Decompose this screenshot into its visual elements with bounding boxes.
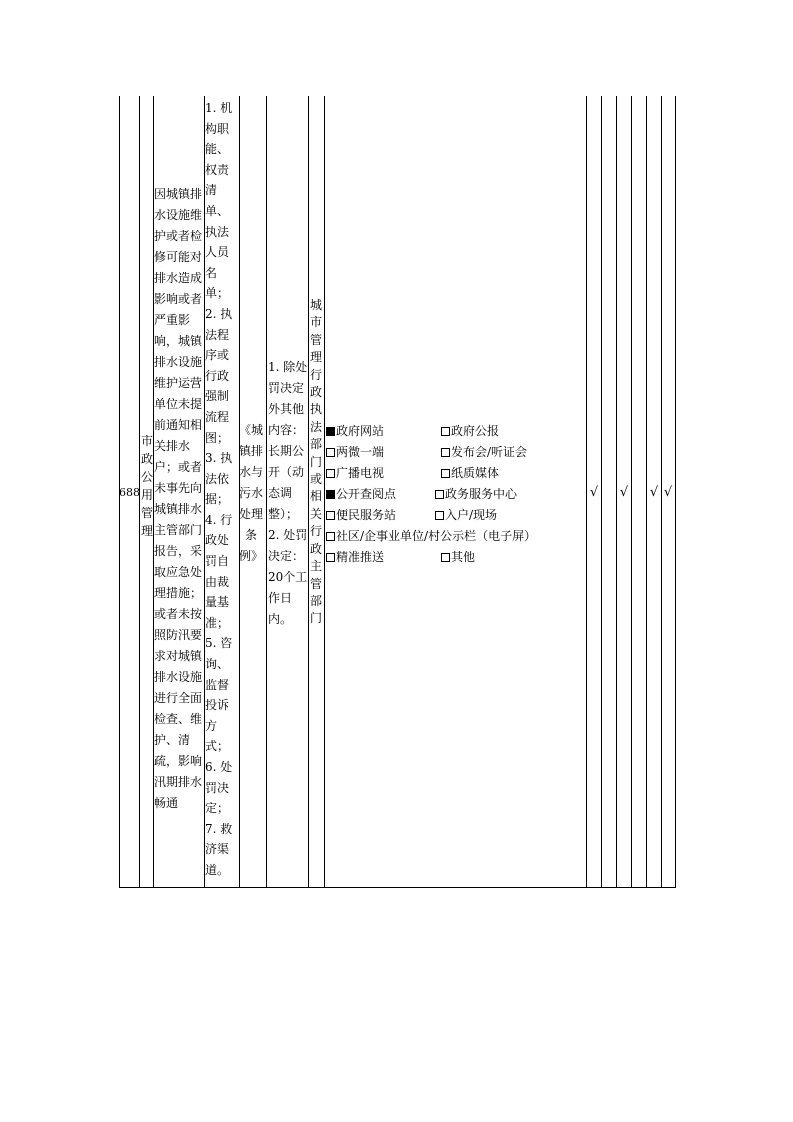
category-cell: 市政公用管理 — [140, 434, 153, 538]
channel-item: 发布会/听证会 — [441, 442, 527, 463]
table-border — [119, 887, 676, 888]
channel-item: 政府网站 — [326, 421, 384, 442]
table-border — [631, 96, 632, 887]
basis-cell: 《城镇排水与污水处理条例》 — [239, 423, 264, 563]
channel-item: 政务服务中心 — [435, 484, 517, 505]
checkbox-icon — [326, 553, 335, 562]
checkbox-icon — [435, 490, 444, 499]
table-border — [266, 96, 267, 887]
table-border — [675, 96, 676, 887]
checkbox-icon — [441, 553, 450, 562]
content-item: 2. 执法程序或行政强制流程图； — [205, 306, 233, 445]
checkbox-icon — [441, 448, 450, 457]
content-item: 1. 机构职能、权责清单、执法人员名单； — [205, 101, 233, 301]
content-item: 3. 执法依据； — [205, 451, 233, 507]
checkbox-icon — [441, 427, 450, 436]
content-item: 7. 救济渠道。 — [205, 821, 233, 877]
content-item: 5. 咨询、监督投诉方式； — [205, 636, 233, 754]
timing-cell: 1. 除处罚决定外其他内容：长期公开（动态调整）；2. 处罚决定：20个工作日内。 — [268, 360, 308, 626]
channel-item: 社区/企事业单位/村公示栏（电子屏） — [326, 526, 536, 547]
check-mark: √ — [589, 485, 599, 500]
table-border — [324, 96, 325, 887]
checkbox-icon — [326, 448, 335, 457]
checkbox-icon — [435, 511, 444, 520]
check-mark: √ — [619, 485, 629, 500]
check-mark: √ — [663, 485, 673, 500]
matter-cell: 因城镇排水设施维护或者检修可能对排水造成影响或者严重影响，城镇排水设施维护运营单位未提前通知相关排水户；或者未事先向城镇排水主管部门报告，采取应急处理措施；或者未按照防汛要求对城镇排水设施进行全面检查、维护、清疏，影响汛期排水畅通 — [154, 187, 203, 810]
channel-item: 便民服务站 — [326, 505, 396, 526]
checkbox-icon — [326, 427, 335, 436]
table-border — [601, 96, 602, 887]
channel-item: 公开查阅点 — [326, 484, 396, 505]
content-cell — [205, 98, 239, 881]
channel-item: 政府公报 — [441, 421, 499, 442]
channel-item: 精准推送 — [326, 547, 384, 568]
content-item: 6. 处罚决定； — [205, 760, 233, 816]
checkbox-icon — [326, 490, 335, 499]
channel-item: 广播电视 — [326, 463, 384, 484]
channel-item: 其他 — [441, 547, 475, 568]
checkbox-icon — [326, 532, 335, 541]
channel-item: 纸质媒体 — [441, 463, 499, 484]
row-number: 688 — [119, 486, 140, 499]
checkbox-icon — [441, 469, 450, 478]
checkbox-icon — [326, 469, 335, 478]
subject-cell: 城市管理行政执法部门或相关行政主管部门 — [309, 298, 322, 626]
check-mark: √ — [649, 485, 659, 500]
channel-item: 入户/现场 — [435, 505, 497, 526]
checkbox-icon — [326, 511, 335, 520]
channel-item: 两微一端 — [326, 442, 384, 463]
content-item: 4. 行政处罚自由裁量基准； — [205, 512, 233, 630]
